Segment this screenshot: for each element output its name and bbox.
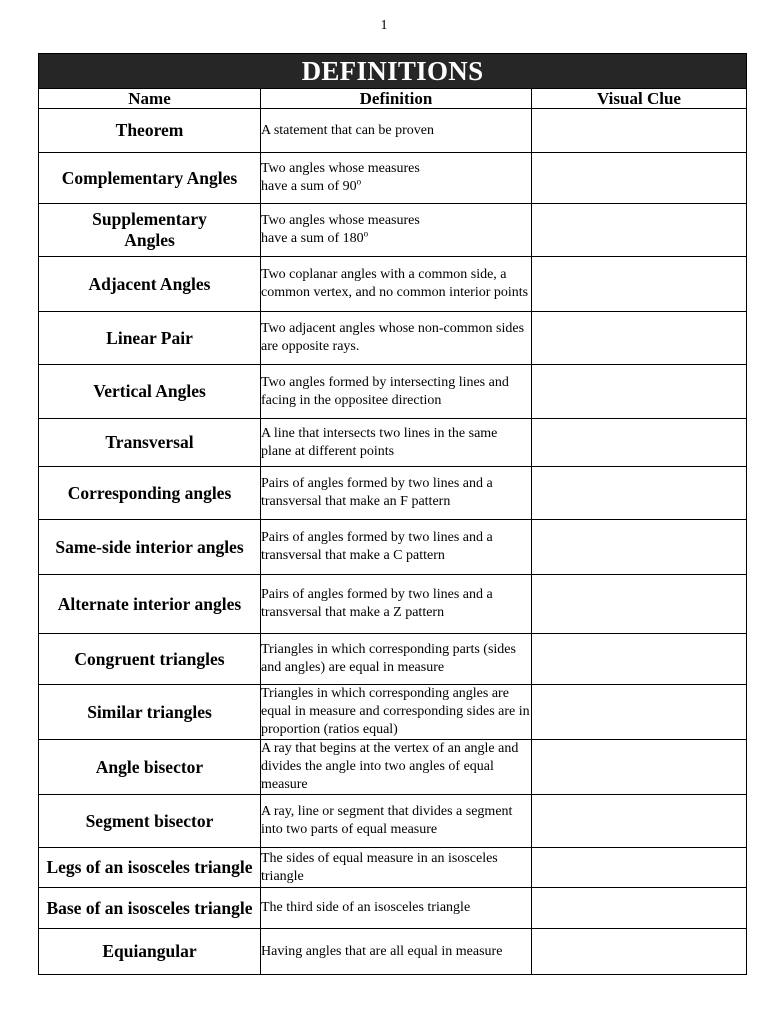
visual-clue-cell	[532, 419, 747, 467]
visual-clue-cell	[532, 204, 747, 257]
visual-clue-cell	[532, 848, 747, 888]
table-title: DEFINITIONS	[39, 54, 747, 89]
term-name: Theorem	[39, 109, 261, 153]
term-definition	[261, 204, 532, 257]
visual-clue-cell	[532, 888, 747, 929]
visual-clue-cell	[532, 740, 747, 795]
table-row	[39, 153, 747, 204]
term-definition	[261, 153, 532, 204]
term-definition	[261, 520, 532, 575]
table-row	[39, 848, 747, 888]
term-definition	[261, 685, 532, 740]
term-definition	[261, 365, 532, 419]
definition-text: A statement that can be proven	[261, 122, 434, 138]
term-definition	[261, 467, 532, 520]
table-row	[39, 929, 747, 975]
table-row	[39, 109, 747, 153]
table-row	[39, 685, 747, 740]
definition-text: Pairs of angles formed by two lines and a transversal that make an F pattern	[261, 476, 493, 509]
table-row	[39, 312, 747, 365]
term-name: Base of an isosceles triangle	[39, 888, 261, 929]
definition-text: The third side of an isosceles triangle	[261, 900, 471, 915]
definition-text: Two coplanar angles with a common side, a common vertex, and no common interior points	[261, 267, 529, 300]
term-definition	[261, 888, 532, 929]
visual-clue-cell	[532, 634, 747, 685]
term-name: Vertical Angles	[39, 365, 261, 419]
definition-text: Triangles in which corresponding parts (sides and angles) are equal in measure	[261, 642, 516, 675]
term-name: Same-side interior angles	[39, 520, 261, 575]
definition-text: A ray, line or segment that divides a segment into two parts of equal measure	[261, 804, 513, 837]
term-definition	[261, 848, 532, 888]
term-name: Segment bisector	[39, 795, 261, 848]
table-row	[39, 634, 747, 685]
definition-text: Having angles that are all equal in measure	[261, 943, 503, 959]
table-row	[39, 257, 747, 312]
table-row	[39, 204, 747, 257]
term-name: Alternate interior angles	[39, 575, 261, 634]
definitions-body	[39, 109, 747, 975]
term-name: Transversal	[39, 419, 261, 467]
header-visual-clue: Visual Clue	[532, 89, 747, 109]
visual-clue-cell	[532, 929, 747, 975]
degree-superscript: o	[363, 228, 369, 239]
table-row	[39, 575, 747, 634]
definition-text: Two angles whose measures have a sum of 90	[261, 161, 420, 194]
visual-clue-cell	[532, 365, 747, 419]
table-row	[39, 888, 747, 929]
term-definition	[261, 929, 532, 975]
visual-clue-cell	[532, 257, 747, 312]
table-row	[39, 740, 747, 795]
term-name: Congruent triangles	[39, 634, 261, 685]
definition-text: Two adjacent angles whose non-common sides are opposite rays.	[261, 321, 525, 354]
visual-clue-cell	[532, 575, 747, 634]
definition-text: Two angles whose measures have a sum of 180	[261, 213, 420, 246]
visual-clue-cell	[532, 153, 747, 204]
table-row	[39, 365, 747, 419]
table-row	[39, 520, 747, 575]
table-row	[39, 467, 747, 520]
visual-clue-cell	[532, 312, 747, 365]
definition-text: Pairs of angles formed by two lines and a transversal that make a C pattern	[261, 530, 493, 563]
definition-text: The sides of equal measure in an isosceles triangle	[261, 850, 498, 884]
definition-text: Triangles in which corresponding angles are equal in measure and corresponding sides are in proportion (ratios equal)	[261, 686, 530, 737]
term-name: Similar triangles	[39, 685, 261, 740]
degree-superscript: o	[356, 176, 362, 187]
term-definition	[261, 419, 532, 467]
table-row	[39, 795, 747, 848]
page-number: 1	[380, 18, 388, 33]
term-definition	[261, 795, 532, 848]
definition-text: A ray that begins at the vertex of an angle and divides the angle into two angles of equal measure	[261, 741, 519, 792]
term-name: Corresponding angles	[39, 467, 261, 520]
visual-clue-cell	[532, 467, 747, 520]
definitions-table	[38, 53, 747, 975]
term-name: Angle bisector	[39, 740, 261, 795]
visual-clue-cell	[532, 685, 747, 740]
term-name: Linear Pair	[39, 312, 261, 365]
term-definition	[261, 634, 532, 685]
term-name: Adjacent Angles	[39, 257, 261, 312]
term-name: Complementary Angles	[39, 153, 261, 204]
term-definition	[261, 257, 532, 312]
visual-clue-cell	[532, 795, 747, 848]
header-definition: Definition	[261, 89, 532, 109]
definition-text: A line that intersects two lines in the same plane at different points	[261, 425, 498, 459]
table-row	[39, 419, 747, 467]
term-name: Supplementary Angles	[39, 204, 261, 257]
definition-text: Pairs of angles formed by two lines and a transversal that make a Z pattern	[261, 587, 493, 620]
visual-clue-cell	[532, 520, 747, 575]
term-name: Equiangular	[39, 929, 261, 975]
term-definition	[261, 575, 532, 634]
term-definition	[261, 740, 532, 795]
header-name: Name	[39, 89, 261, 109]
term-name: Legs of an isosceles triangle	[39, 848, 261, 888]
term-definition	[261, 312, 532, 365]
visual-clue-cell	[532, 109, 747, 153]
definition-text: Two angles formed by intersecting lines and facing in the oppositee direction	[261, 374, 509, 408]
term-definition	[261, 109, 532, 153]
